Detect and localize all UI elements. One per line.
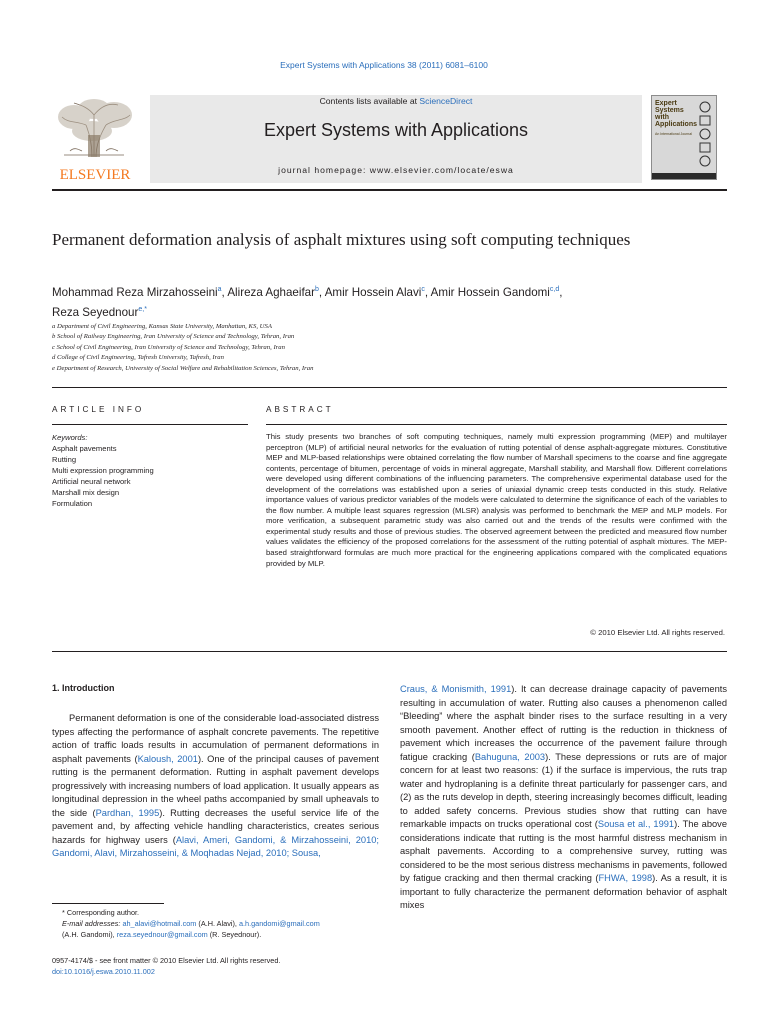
citation-link[interactable]: Sousa et al., 1991 (597, 819, 675, 829)
abstract-bottom-rule (52, 651, 727, 652)
body-text: Permanent deformation is one of the considerable load-associated distress types affecting the performance of asphalt concrete pavements. The repetitive action of traffic loads results in accumulation of permanent deformations in asphalt pavements ( (52, 713, 379, 764)
article-info-heading: ARTICLE INFO (52, 405, 145, 414)
elsevier-tree-icon (52, 95, 138, 183)
affiliation: b School of Railway Engineering, Iran University of Science and Technology, Tehran, Iran (52, 333, 295, 341)
citation-link[interactable]: FHWA, 1998 (598, 873, 653, 883)
section-rule (52, 387, 727, 388)
body-column-left (52, 712, 379, 861)
author-name: Reza Seyednour (52, 305, 139, 319)
corresponding-author-note: * Corresponding author. (62, 908, 140, 917)
keyword: Rutting (52, 455, 77, 464)
author-separator: , (318, 285, 325, 299)
keyword: Asphalt pavements (52, 444, 117, 453)
body-text: ). As a result, it is important to fully characterize the permanent deformation behavior of asphalt mixes (400, 873, 727, 910)
body-text: ). It can decrease drainage capacity of pavements resulting in accumulation of water. Rutting also causes a phenomenon called “Bleeding” where the asphalt binder rises to the surface resulting in a very smooth pavement. Another effect of rutting is the reduction in thickness of pavement which increases the occurrence of the pavement failure through fatigue cracking ( (400, 684, 727, 762)
copyright-notice: © 2010 Elsevier Ltd. All rights reserved. (590, 628, 725, 637)
sciencedirect-link[interactable]: ScienceDirect (419, 96, 473, 106)
cover-icons-icon (697, 100, 713, 168)
author-name: Alireza Aghaeifar (227, 285, 315, 299)
affiliation: c School of Civil Engineering, Iran University of Science and Technology, Tehran, Iran (52, 343, 285, 351)
contents-prefix: Contents lists available at (319, 96, 420, 106)
affiliation: a Department of Civil Engineering, Kansas State University, Manhattan, KS, USA (52, 323, 272, 330)
citation-link[interactable]: Craus, & Monismith, 1991 (400, 684, 512, 694)
journal-title: Expert Systems with Applications (263, 120, 529, 140)
email-link[interactable]: ah_alavi@hotmail.com (122, 919, 197, 928)
journal-citation[interactable]: Expert Systems with Applications 38 (2011) 6081–6100 (280, 60, 488, 70)
author-separator: , (221, 285, 228, 299)
email-link[interactable]: reza.seyednour@gmail.com (116, 930, 208, 939)
keyword: Formulation (52, 499, 93, 508)
cover-subtitle: An International Journal (655, 132, 692, 136)
body-text: ). Rutting decreases the useful service life of the pavement and, by affecting vehicle handling characteristics, creates serious hazards for highway users ( (52, 807, 380, 845)
keyword: Multi expression programming (52, 466, 154, 475)
cover-title: Expert Systems with Applications (655, 100, 698, 128)
header-rule (52, 189, 727, 191)
affiliation: d College of Civil Engineering, Tafresh University, Tafresh, Iran (52, 354, 224, 362)
author-separator: , (424, 285, 431, 299)
author-name: Amir Hossein Gandomi (430, 285, 550, 299)
email-owner: (A.H. Alavi), (196, 919, 239, 928)
author-affiliation-marker[interactable]: e,* (138, 305, 147, 313)
body-text: ). One of the principal causes of pavement rutting is the permanent deformation. Rutting in asphalt pavement develops progressively with increasing numbers of load application. It usually appears as longitudinal depression in the wheel paths accompanied by small upheavals to the side ( (52, 753, 380, 818)
article-info-rule (52, 424, 248, 425)
elsevier-logo (52, 95, 138, 183)
cover-bar (652, 173, 716, 179)
doi-link[interactable]: doi:10.1016/j.eswa.2010.11.002 (52, 967, 155, 976)
author-affiliation-marker[interactable]: c (421, 286, 425, 293)
elsevier-wordmark: ELSEVIER (59, 167, 131, 183)
citation-link[interactable]: Kaloush, 2001 (137, 753, 198, 764)
footnote-rule (52, 903, 164, 904)
body-column-right (400, 683, 727, 913)
section-heading: 1. Introduction (52, 683, 115, 693)
contents-line (150, 96, 642, 106)
author-affiliation-marker[interactable]: c,d (549, 286, 560, 293)
email-label: E-mail addresses: (62, 919, 123, 928)
citation-link[interactable]: Alavi, Ameri, Gandomi, & Mirzahosseini, 2010; Gandomi, Alavi, Mirzahosseini, & Moqhadas Nejad, 2010; Sousa, (52, 834, 380, 858)
journal-homepage[interactable]: journal homepage: www.elsevier.com/locate/eswa (278, 165, 514, 175)
affiliation-list (52, 322, 612, 374)
keywords-label: Keywords: (52, 433, 88, 442)
author-name: Amir Hossein Alavi (324, 285, 422, 299)
author-list (52, 281, 712, 321)
author-separator: , (559, 285, 563, 299)
footnotes (52, 907, 379, 940)
email-link[interactable]: a.h.gandomi@gmail.com (238, 919, 320, 928)
journal-cover-thumbnail (651, 95, 717, 180)
email-owner: (R. Seyednour). (207, 930, 262, 939)
citation-link[interactable]: Bahuguna, 2003 (474, 751, 546, 762)
abstract-rule (266, 424, 727, 425)
body-text: ). These depressions or ruts are of major concern for at least two reasons: (1) if the surface is impervious, the ruts trap water and hydroplaning is a definite threat particularly for passenger cars, and (2) as the ruts develop in depth, steering increasingly becomes difficult, leading to added safety concerns. Previous studies show that rutting can have remarkable impacts on trucks operational cost ( (400, 751, 728, 829)
author-affiliation-marker[interactable]: b (314, 286, 319, 293)
body-text: ). The above considerations indicate that rutting is the most harmful distress mechanism in asphalt pavements. According to a comprehensive survey, rutting was considered to be the most serious distress mechanisms in pavements, followed by fatigue cracking and then thermal cracking ( (400, 819, 727, 883)
email-owner: (A.H. Gandomi), (62, 930, 117, 939)
affiliation: e Department of Research, University of Social Welfare and Rehabilitation Sciences, Tehran, Iran (52, 364, 314, 372)
abstract-text: This study presents two branches of soft computing techniques, namely multi expression programming (MEP) and multilayer perceptron (MLP) of artificial neural networks for the evaluation of rutting potential of dense asphalt-aggregate mixtures. Constitutive MEP and MLP-based relationships were obtained correlating the flow number of Marshall specimens to the coarse and fine aggregate contents, percentage of bitumen, percentage of voids in mineral aggregate, Marshall stability, and Marshall flow. Different correlations were developed using different combinations of the influencing parameters. The comprehensive experimental database used for the development of the correlations was established upon a series of uniaxial dynamic creep tests conducted in this study. Relative importance values of various predictor variables of the models were calculated to determine the significance of each of the variables to the flow number. A multiple least squares regression (MLSR) analysis was performed to benchmark the MEP and MLP models. For more verification, a subsequent parametric study was also carried out and the trends of the results were confirmed with the experimental study results and those of previous studies. The observed agreement between the predicted and measured flow number values validates the efficiency of the proposed correlations for the assessment of the rutting potential of asphalt mixtures. The MEP-based straightforward formulas are much more practical for the engineering applications compared with the complicated equations provided by MLP. (266, 432, 727, 568)
paper-title: Permanent deformation analysis of asphalt mixtures using soft computing techniques (52, 230, 631, 249)
abstract-heading: ABSTRACT (266, 405, 334, 414)
author-name: Mohammad Reza Mirzahosseini (52, 285, 218, 299)
issn-line: 0957-4174/$ - see front matter © 2010 Elsevier Ltd. All rights reserved. (52, 956, 281, 965)
keyword: Artificial neural network (52, 477, 131, 486)
keywords-block (52, 432, 248, 509)
keyword: Marshall mix design (52, 488, 120, 497)
author-affiliation-marker[interactable]: a (217, 286, 222, 293)
issn-block (52, 955, 379, 977)
citation-link[interactable]: Pardhan, 1995 (95, 807, 160, 818)
email-addresses (52, 918, 379, 940)
